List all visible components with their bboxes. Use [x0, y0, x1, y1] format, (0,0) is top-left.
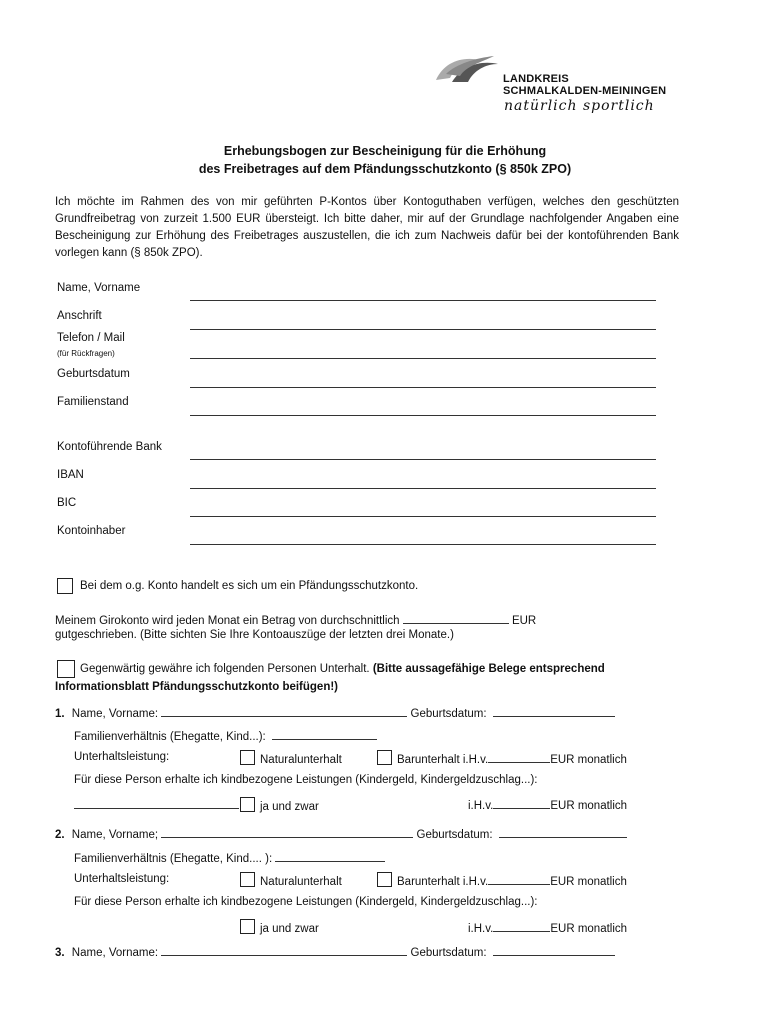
person1-yes-option[interactable] [240, 797, 319, 813]
phone-label: Telefon / Mail [57, 332, 125, 344]
birthdate-line[interactable] [190, 387, 656, 388]
person3-name-row [55, 944, 615, 959]
person1-cash-eur: EUR monatlich [550, 754, 627, 766]
person1-name-label: Name, Vorname: [71, 708, 159, 720]
person1-ihv-field[interactable] [493, 797, 550, 809]
monthly-eur: EUR [511, 615, 537, 627]
person2-ihv-field[interactable] [493, 920, 550, 932]
title-line2: des Freibetrages auf dem Pfändungsschutzkonto (§ 850k ZPO) [198, 162, 572, 176]
name-line[interactable] [190, 300, 656, 301]
person1-ihv-eur: EUR monatlich [550, 800, 628, 812]
support-checkbox[interactable] [57, 660, 75, 678]
person2-yes-label: ja und zwar [260, 923, 319, 935]
person1-name-field[interactable] [161, 705, 407, 717]
logo-swoosh-icon [432, 52, 502, 88]
bank-label: Kontoführende Bank [57, 441, 162, 453]
person1-cash-checkbox[interactable] [377, 750, 392, 765]
person2-natural-checkbox[interactable] [240, 872, 255, 887]
person1-cash-option[interactable] [377, 750, 627, 766]
person2-support-label: Unterhaltsleistung: [74, 873, 170, 885]
person2-cash-label: Barunterhalt i.H.v. [397, 876, 489, 888]
person2-family-field[interactable] [275, 850, 385, 862]
person1-benefits-line[interactable] [74, 808, 239, 809]
monthly-amount-field[interactable] [403, 612, 509, 624]
support-bold1: (Bitte aussagefähige Belege entsprechend [372, 663, 605, 675]
address-label: Anschrift [57, 310, 102, 322]
monthly-line2: gutgeschrieben. (Bitte sichten Sie Ihre Kontoauszüge der letzten drei Monate.) [55, 629, 454, 641]
title-line1: Erhebungsbogen zur Bescheinigung für die Erhöhung [223, 144, 547, 158]
person2-yes-checkbox[interactable] [240, 919, 255, 934]
bank-line[interactable] [190, 459, 656, 460]
person1-ihv-row [468, 797, 627, 812]
person1-yes-label: ja und zwar [260, 801, 319, 813]
support-line1 [80, 663, 605, 675]
person2-ihv-row [468, 920, 627, 935]
name-label: Name, Vorname [57, 282, 141, 294]
logo-line1: LANDKREIS [503, 73, 569, 85]
person1-ihv-label: i.H.v. [468, 800, 494, 812]
person2-natural-option[interactable] [240, 872, 342, 888]
pkonto-checkbox[interactable] [57, 578, 73, 594]
person2-birth-field[interactable] [499, 826, 627, 838]
person3-birth-field[interactable] [493, 944, 615, 956]
person2-ihv-label: i.H.v. [468, 923, 494, 935]
marital-line[interactable] [190, 415, 656, 416]
person2-cash-eur: EUR monatlich [550, 876, 627, 888]
support-bold2: Informationsblatt Pfändungsschutzkonto beifügen!) [55, 681, 339, 693]
person3-name-label: Name, Vorname: [71, 947, 159, 959]
person3-name-field[interactable] [161, 944, 407, 956]
person3-number: 3. [55, 947, 65, 959]
phone-note: (für Rückfragen) [57, 349, 115, 358]
phone-line[interactable] [190, 358, 656, 359]
person2-name-row [55, 826, 627, 841]
bic-line[interactable] [190, 516, 656, 517]
person2-family-row [74, 850, 385, 865]
holder-label: Kontoinhaber [57, 525, 126, 537]
person2-cash-checkbox[interactable] [377, 872, 392, 887]
person1-yes-checkbox[interactable] [240, 797, 255, 812]
person2-ihv-eur: EUR monatlich [550, 923, 628, 935]
person1-cash-field[interactable] [488, 751, 550, 763]
bic-label: BIC [57, 497, 77, 509]
person3-birth-label: Geburtsdatum: [410, 947, 487, 959]
person2-number: 2. [55, 829, 65, 841]
monthly-line1 [55, 612, 536, 627]
logo-slogan: natürlich sportlich [504, 98, 655, 114]
marital-label: Familienstand [57, 396, 129, 408]
person1-natural-checkbox[interactable] [240, 750, 255, 765]
iban-label: IBAN [57, 469, 84, 481]
person1-family-field[interactable] [272, 728, 377, 740]
person2-cash-field[interactable] [488, 873, 550, 885]
person1-natural-option[interactable] [240, 750, 342, 766]
logo-line2: SCHMALKALDEN-MEININGEN [503, 85, 667, 97]
person2-family-label: Familienverhältnis (Ehegatte, Kind.... ): [74, 853, 273, 865]
holder-line[interactable] [190, 544, 656, 545]
birthdate-label: Geburtsdatum [57, 368, 130, 380]
intro-paragraph: Ich möchte im Rahmen des von mir geführten P-Kontos über Kontoguthaben verfügen, welches den geschützten Grundfreibetrag von zurzeit 1.500 EUR übersteigt. Ich bitte daher, mir auf der Grundlage nachfolgender Angaben eine Bescheinigung zur Erhöhung des Freibetrages auszustellen, die ich zum Nachweis dafür bei der kontoführenden Bank vorlegen kann (§ 850k ZPO). [55, 196, 679, 259]
person1-birth-label: Geburtsdatum: [410, 708, 487, 720]
person1-natural-label: Naturalunterhalt [260, 754, 342, 766]
iban-line[interactable] [190, 488, 656, 489]
person1-family-row [74, 728, 377, 743]
support-text: Gegenwärtig gewähre ich folgenden Personen Unterhalt. [80, 663, 370, 675]
district-logo [432, 52, 692, 124]
document-title [0, 142, 770, 178]
person1-family-label: Familienverhältnis (Ehegatte, Kind...): [74, 731, 266, 743]
person1-benefits-label: Für diese Person erhalte ich kindbezogene Leistungen (Kindergeld, Kindergeldzuschlag...): [74, 774, 538, 786]
person2-birth-label: Geburtsdatum: [416, 829, 493, 841]
person1-birth-field[interactable] [493, 705, 615, 717]
pkonto-label: Bei dem o.g. Konto handelt es sich um ein Pfändungsschutzkonto. [80, 580, 419, 592]
person1-cash-label: Barunterhalt i.H.v. [397, 754, 489, 766]
person2-natural-label: Naturalunterhalt [260, 876, 342, 888]
person1-name-row [55, 705, 615, 720]
person2-name-label: Name, Vorname; [71, 829, 159, 841]
person2-cash-option[interactable] [377, 872, 627, 888]
person2-benefits-label: Für diese Person erhalte ich kindbezogene Leistungen (Kindergeld, Kindergeldzuschlag...): [74, 896, 538, 908]
address-line[interactable] [190, 329, 656, 330]
person1-support-label: Unterhaltsleistung: [74, 751, 170, 763]
person1-number: 1. [55, 708, 65, 720]
person2-name-field[interactable] [161, 826, 413, 838]
person2-yes-option[interactable] [240, 919, 319, 935]
monthly-text: Meinem Girokonto wird jeden Monat ein Betrag von durchschnittlich [55, 615, 400, 627]
